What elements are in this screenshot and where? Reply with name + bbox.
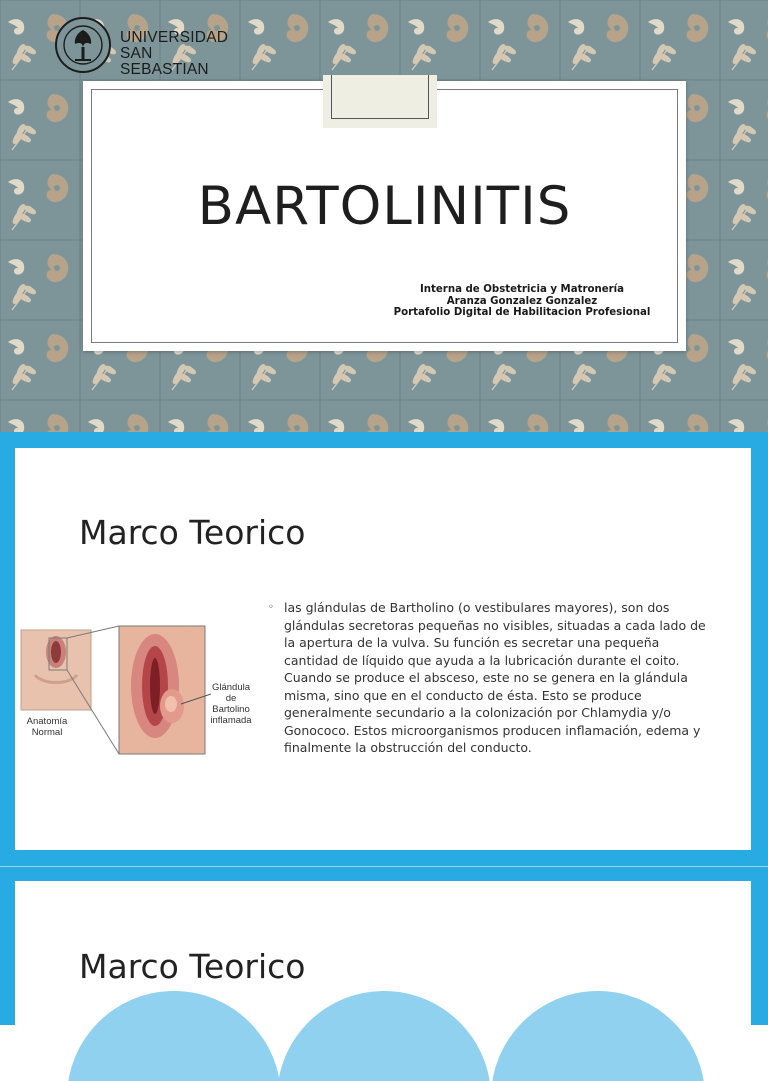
label-glandula-1: Glándula [211,682,251,693]
bullet-marker: ◦ [268,602,274,613]
slide-panel [15,881,751,1081]
slide-marco-teorico-2 [0,866,768,1025]
label-glandula-2: de [225,693,237,704]
decorative-circle-3 [491,991,705,1081]
university-seal-icon [54,16,112,74]
title-slide [0,0,768,432]
label-glandula-3: Bartolino [212,704,250,715]
slide-marco-teorico-1 [0,432,768,866]
decorative-circle-2 [277,991,491,1081]
university-logo [54,16,244,76]
subtitle-line-3: Portafolio Digital de Habilitacion Profesional [393,307,651,319]
subtitle-line-1: Interna de Obstetricia y Matronería [419,284,625,295]
label-glandula-4: inflamada [210,715,252,726]
label-anatomia-normal-2: Normal [31,727,63,738]
decorative-circle-1 [67,991,281,1081]
title-card-tab-inner [331,75,429,119]
university-name-line2: SAN SEBASTIAN [120,45,209,78]
anatomy-illustration [15,620,261,760]
label-anatomia-normal-1: Anatomía [26,716,68,727]
slide-heading: Marco Teorico [79,947,306,986]
university-name-line1: UNIVERSIDAD [120,29,229,46]
bullet-text: las glándulas de Bartholino (o vestibulares mayores), son dos glándulas secretoras pequeñas no visibles, situadas a cada lado de la apertura de la vulva. Su función es secretar una pequeña cantidad de líquido que ayuda a la lubricación durante el coito. Cuando se produce el absceso, este no se genera en la glándula misma, sino que en el conducto de ésta. Esto se produce generalmente secundario a la colonización por Chlamydia y/o Gonococo. Estos microorganismos producen inflamación, edema y finalmente la obstrucción del conducto. [284,600,706,755]
title-card [83,81,686,351]
slide-panel [15,448,751,850]
presentation-title: BARTOLINITIS [197,176,572,237]
bullet-paragraph [268,599,708,757]
presentation-subtitle [383,284,661,319]
subtitle-line-2: Aranza Gonzalez Gonzalez [446,295,598,307]
title-card-tab [323,75,437,128]
slide-heading: Marco Teorico [79,513,306,552]
university-name [120,30,244,78]
